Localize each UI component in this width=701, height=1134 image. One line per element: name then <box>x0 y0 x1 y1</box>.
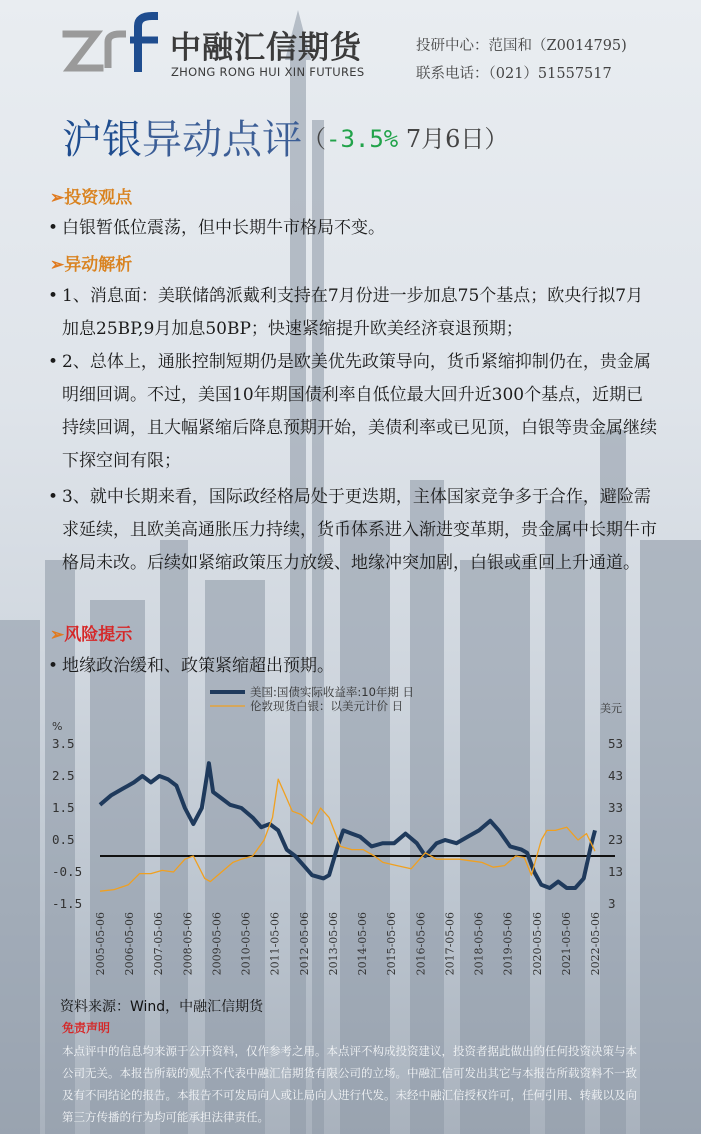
title-instrument: 沪银 <box>62 117 142 163</box>
right-tick-label: 3 <box>608 896 616 911</box>
analysis-item-text: 3、就中长期来看，国际政经格局处于更迭期，主体国家竞争多于合作，避险需求延续，且欧美高通胀压力持续，货币体系进入渐进变革期，贵金属中长期牛市格局未改。后续如紧缩政策压力放缓、地缘冲突加剧，白银或重回上升通道。 <box>62 487 657 573</box>
analysis-item <box>48 280 660 346</box>
bullet-icon: • <box>48 286 59 306</box>
x-tick-label: 2008-05-06 <box>181 912 195 976</box>
left-tick-label: 1.5 <box>52 800 75 815</box>
analysis-item <box>48 346 660 478</box>
title-topic: 异动点评 <box>142 117 302 163</box>
x-tick-label: 2012-05-06 <box>297 912 311 976</box>
section-heading-analysis: ➢异动解析 <box>50 255 133 275</box>
title-paren-close: ） <box>484 125 509 153</box>
left-tick-label: 3.5 <box>52 736 75 751</box>
title-paren-open: （ <box>302 125 326 153</box>
section-heading-risk: ➢风险提示 <box>50 625 133 645</box>
report-header <box>0 0 701 100</box>
contact-info <box>416 32 627 88</box>
right-tick-label: 53 <box>608 736 624 751</box>
x-tick-label: 2009-05-06 <box>210 912 224 976</box>
disclaimer-text: 本点评中的信息均来源于公开资料，仅作参考之用。本点评不构成投资建议，投资者据此做出的任何投资决策与本公司无关。本报告所载的观点不代表中融汇信期货有限公司的立场。中融汇信可发出其它与本报告所载资料不一致及有不同结论的报告。本报告不可发局向人或让局向人进行代发。未经中融汇信授权许可，任何引用、转载以及向第三方传播的行为均可能承担法律责任。 <box>62 1044 637 1124</box>
left-tick-label: -1.5 <box>52 896 83 911</box>
yield-silver-chart <box>40 680 660 990</box>
disclaimer-title: 免责声明 <box>62 1021 111 1035</box>
arrow-icon: ➢ <box>50 188 65 208</box>
data-source: 资料来源：Wind，中融汇信期货 <box>60 999 264 1015</box>
brand-chinese-name: 中融汇信期货 <box>170 30 362 66</box>
section-heading-view: ➢投资观点 <box>50 188 133 208</box>
brand-english-name: ZHONG RONG HUI XIN FUTURES <box>171 65 365 79</box>
x-tick-label: 2020-05-06 <box>530 912 544 976</box>
x-tick-label: 2010-05-06 <box>239 912 253 976</box>
arrow-icon: ➢ <box>50 625 65 645</box>
right-tick-label: 43 <box>608 768 624 783</box>
x-tick-label: 2011-05-06 <box>268 912 282 976</box>
phone-contact: 联系电话：（021）51557517 <box>416 66 612 82</box>
legend-label: 美国:国债实际收益率:10年期 日 <box>250 685 415 699</box>
right-tick-label: 13 <box>608 864 624 879</box>
series-line <box>100 779 595 891</box>
risk-text: 地缘政治缓和、政策紧缩超出预期。 <box>62 656 334 676</box>
analysis-item-text: 1、消息面：美联储鸽派戴利支持在7月份进一步加息75个基点；欧央行拟7月加息25BP,9月加息50BP；快速紧缩提升欧美经济衰退预期； <box>62 286 644 339</box>
left-tick-label: -0.5 <box>52 864 83 879</box>
analysis-item <box>48 481 660 580</box>
view-text: 白银暂低位震荡，但中长期牛市格局不变。 <box>62 218 385 238</box>
risk-bullet <box>48 650 660 683</box>
bullet-icon: • <box>48 656 59 676</box>
x-tick-label: 2018-05-06 <box>472 912 486 976</box>
x-tick-label: 2007-05-06 <box>152 912 166 976</box>
right-tick-label: 23 <box>608 832 624 847</box>
analysis-item-text: 2、总体上，通胀控制短期仍是欧美优先政策导向，货币紧缩抑制仍在，贵金属明细回调。不过，美国10年期国债利率自低位最大回升近300个基点，近期已持续回调，且大幅紧缩后降息预期开始，美债利率或已见顶，白银等贵金属继续下探空间有限； <box>62 352 657 471</box>
left-tick-label: 2.5 <box>52 768 75 783</box>
x-tick-label: 2021-05-06 <box>559 912 573 976</box>
report-title <box>62 113 508 166</box>
bullet-icon: • <box>48 352 59 372</box>
right-tick-label: 33 <box>608 800 624 815</box>
title-date: 7月6日 <box>398 125 485 153</box>
bullet-icon: • <box>48 218 59 238</box>
x-tick-label: 2019-05-06 <box>501 912 515 976</box>
x-tick-label: 2015-05-06 <box>385 912 399 976</box>
left-tick-label: 0.5 <box>52 832 75 847</box>
legend-label: 伦敦现货白银：以美元计价 日 <box>250 699 404 713</box>
arrow-icon: ➢ <box>50 255 65 275</box>
right-axis-unit: 美元 <box>600 702 622 715</box>
series-line <box>100 763 595 888</box>
x-tick-label: 2014-05-06 <box>356 912 370 976</box>
research-center-contact: 投研中心：范国和（Z0014795) <box>416 38 627 54</box>
x-tick-label: 2017-05-06 <box>443 912 457 976</box>
left-axis-unit: % <box>52 720 63 733</box>
x-tick-label: 2006-05-06 <box>123 912 137 976</box>
view-bullet <box>48 212 660 245</box>
x-tick-label: 2016-05-06 <box>414 912 428 976</box>
bullet-icon: • <box>48 487 59 507</box>
price-change: -3.5% <box>326 125 399 153</box>
x-tick-label: 2013-05-06 <box>326 912 340 976</box>
x-tick-label: 2022-05-06 <box>589 912 602 976</box>
company-logo <box>62 12 162 78</box>
x-tick-label: 2005-05-06 <box>94 912 107 976</box>
